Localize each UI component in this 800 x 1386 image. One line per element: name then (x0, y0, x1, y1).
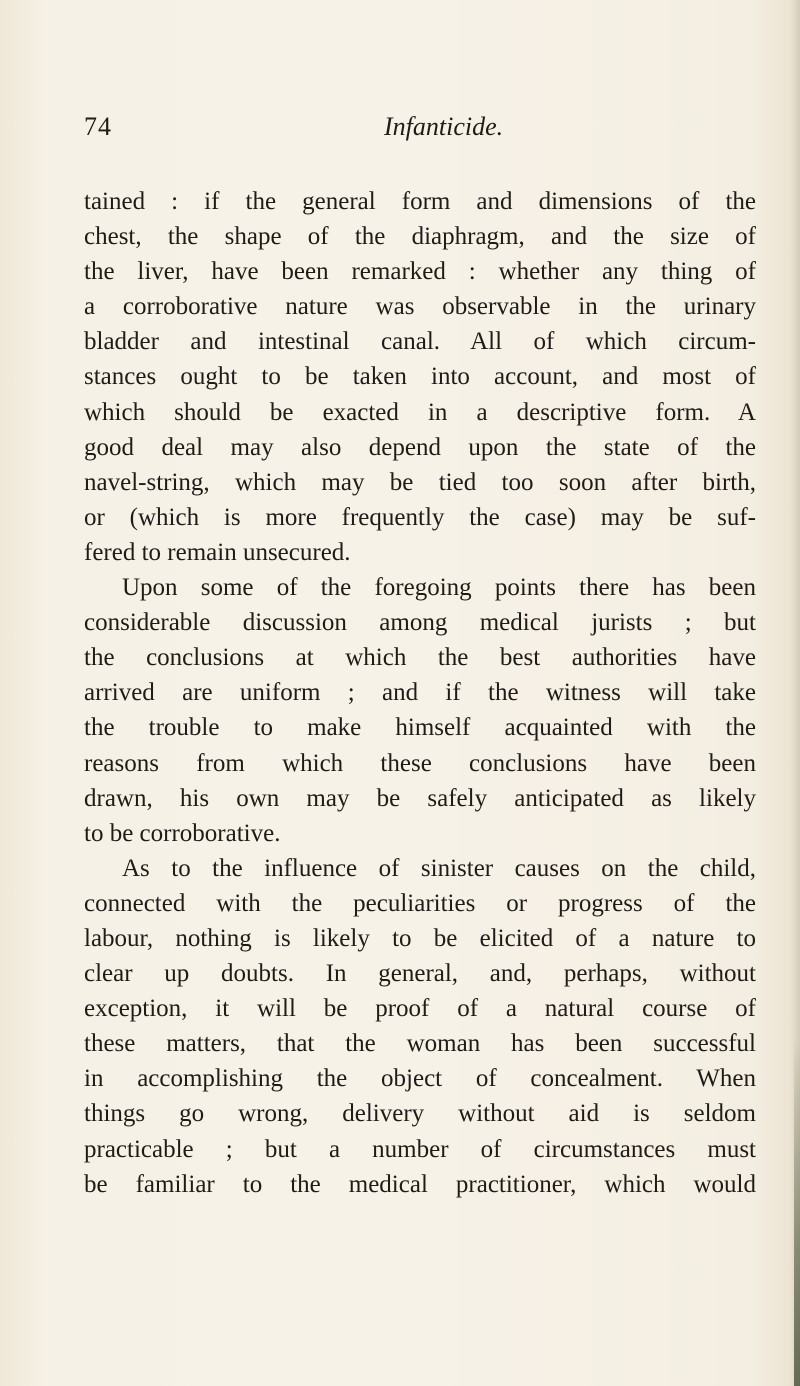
text-line: in accomplishing the object of concealment. When (84, 1065, 756, 1093)
text-line: practicable ; but a number of circumstances must (84, 1135, 756, 1163)
text-line: the liver, have been remarked : whether any thing of (84, 258, 756, 286)
text-line: which should be exacted in a descriptive form. A (84, 398, 756, 426)
text-line: be familiar to the medical practitioner, which would (84, 1170, 756, 1198)
text-line: arrived are uniform ; and if the witness will take (84, 679, 756, 707)
text-line: a corroborative nature was observable in the urinary (84, 293, 756, 321)
page-number: 74 (84, 112, 112, 141)
paragraph-end-line: to be corroborative. (84, 819, 281, 847)
paragraph-end-line: fered to remain unsecured. (84, 538, 351, 566)
text-line: considerable discussion among medical jurists ; but (84, 609, 756, 637)
paragraph-start-line: Upon some of the foregoing points there has been (122, 574, 756, 602)
paragraph-start-line: As to the influence of sinister causes on the child, (122, 854, 756, 882)
text-line: tained : if the general form and dimensions of the (84, 188, 756, 215)
text-line: labour, nothing is likely to be elicited of a nature to (84, 924, 756, 952)
text-line: the conclusions at which the best authorities have (84, 644, 756, 672)
page-edge-stain (794, 1040, 800, 1386)
text-line: these matters, that the woman has been successful (84, 1030, 756, 1058)
text-line: exception, it will be proof of a natural course of (84, 995, 756, 1023)
body-text (84, 184, 756, 1202)
text-line: good deal may also depend upon the state of the (84, 433, 756, 461)
text-line: drawn, his own may be safely anticipated as likely (84, 784, 756, 812)
text-line: clear up doubts. In general, and, perhaps, without (84, 960, 756, 988)
text-line: the trouble to make himself acquainted with the (84, 714, 756, 742)
text-line: stances ought to be taken into account, and most of (84, 363, 756, 391)
page-header (84, 112, 756, 152)
text-line: bladder and intestinal canal. All of which circum- (84, 328, 756, 356)
running-head: Infanticide. (384, 112, 504, 141)
text-line: or (which is more frequently the case) may be suf- (84, 503, 756, 531)
text-line: navel-string, which may be tied too soon after birth, (84, 468, 756, 496)
text-line: things go wrong, delivery without aid is seldom (84, 1100, 756, 1128)
text-line: chest, the shape of the diaphragm, and the size of (84, 223, 756, 251)
text-line: reasons from which these conclusions have been (84, 749, 756, 777)
text-line: connected with the peculiarities or progress of the (84, 889, 756, 917)
